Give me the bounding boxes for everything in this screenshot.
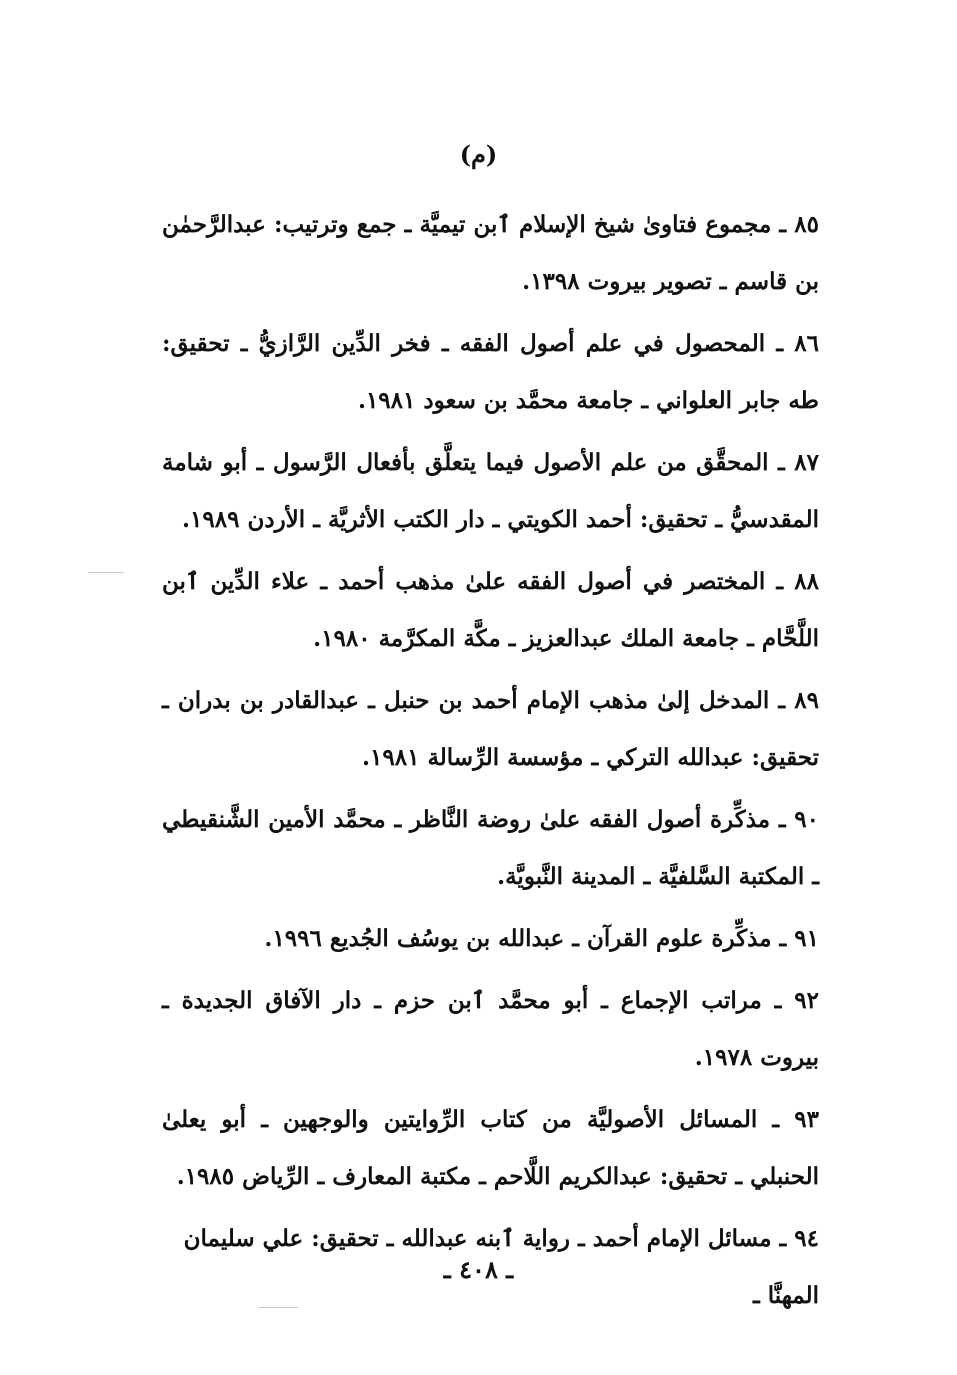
scan-mark — [258, 1307, 298, 1308]
section-letter-heading: (م) — [459, 140, 498, 169]
bibliography-entry-94: ٩٤ ـ مسائل الإمام أحمد ـ رواية ٱبنه عبدالله ـ تحقيق: علي سليمان المهنَّا ـ — [183, 1225, 819, 1309]
bibliography-entry-89: ٨٩ ـ المدخل إلىٰ مذهب الإمام أحمد بن حنبل ـ عبدالقادر بن بدران ـ تحقيق: عبدالله التركي ـ مؤسسة الرِّسالة ١٩٨١. — [162, 687, 819, 771]
bibliography-entry-85: ٨٥ ـ مجموع فتاوىٰ شيخ الإسلام ٱبن تيميَّة ـ جمع وترتيب: عبدالرَّحمٰن بن قاسم ـ تصوير بيروت ١٣٩٨. — [162, 211, 819, 295]
page-number: ـ ٤٠٨ ـ — [443, 1255, 514, 1284]
scan-mark — [88, 572, 124, 573]
bibliography-entry-92: ٩٢ ـ مراتب الإجماع ـ أبو محمَّد ٱبن حزم ـ دار الآفاق الجديدة ـ بيروت ١٩٧٨. — [162, 987, 819, 1071]
bibliography-entry-88: ٨٨ ـ المختصر في أصول الفقه علىٰ مذهب أحمد ـ علاء الدِّين ٱبن اللَّحَّام ـ جامعة الملك عبدالعزيز ـ مكَّة المكرَّمة ١٩٨٠. — [162, 568, 819, 652]
bibliography-entry-93: ٩٣ ـ المسائل الأصوليَّة من كتاب الرِّوايتين والوجهين ـ أبو يعلىٰ الحنبلي ـ تحقيق: عبدالكريم اللَّاحم ـ مكتبة المعارف ـ الرِّياض ١٩٨٥. — [162, 1106, 819, 1190]
bibliography-entry-87: ٨٧ ـ المحقَّق من علم الأصول فيما يتعلَّق بأفعال الرَّسول ـ أبو شامة المقدسيُّ ـ تحقيق: أحمد الكويتي ـ دار الكتب الأثريَّة ـ الأردن ١٩٨٩. — [162, 449, 819, 533]
bibliography-entry-90: ٩٠ ـ مذكِّرة أصول الفقه علىٰ روضة النَّاظر ـ محمَّد الأمين الشَّنقيطي ـ المكتبة السَّلفيَّة ـ المدينة النَّبويَّة. — [162, 806, 819, 890]
bibliography-entry-86: ٨٦ ـ المحصول في علم أصول الفقه ـ فخر الدِّين الرَّازيُّ ـ تحقيق: طه جابر العلواني ـ جامعة محمَّد بن سعود ١٩٨١. — [162, 330, 819, 414]
bibliography-list — [162, 196, 819, 1329]
bibliography-entry-91: ٩١ ـ مذكِّرة علوم القرآن ـ عبدالله بن يوسُف الجُديع ١٩٩٦. — [264, 925, 819, 952]
